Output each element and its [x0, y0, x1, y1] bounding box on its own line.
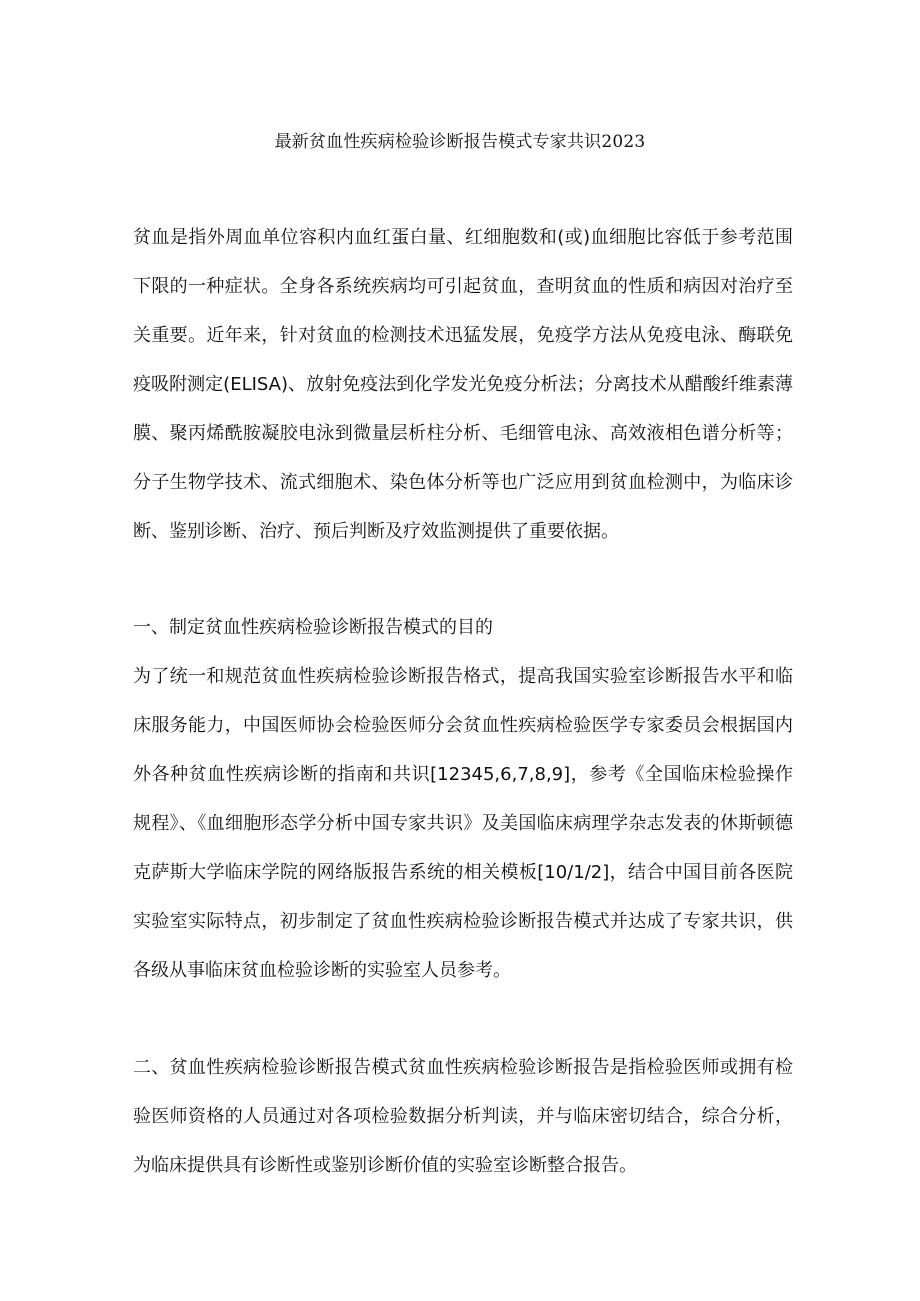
section-1-paragraph: 为了统一和规范贫血性疾病检验诊断报告格式，提高我国实验室诊断报告水平和临床服务能力，中国医师协会检验医师分会贫血性疾病检验医学专家委员会根据国内外各种贫血性疾病诊断的指南和共识[12345,6,7,8,9]，参考《全国临床检验操作规程》、《血细胞形态学分析中国专家共识》及美国临床病理学杂志发表的休斯顿德克萨斯大学临床学院的网络版报告系统的相关模板[10/1/2]，结合中国目前各医院实验室实际特点，初步制定了贫血性疾病检验诊断报告模式并达成了专家共识，供各级从事临床贫血检验诊断的实验室人员参考。 [133, 666, 793, 981]
intro-paragraph: 贫血是指外周血单位容积内血红蛋白量、红细胞数和(或)血细胞比容低于参考范围下限的一种症状。全身各系统疾病均可引起贫血，查明贫血的性质和病因对治疗至关重要。近年来，针对贫血的检测技术迅猛发展，免疫学方法从免疫电泳、酶联免疫吸附测定(ELISA)、放射免疫法到化学发光免疫分析法；分离技术从醋酸纤维素薄膜、聚丙烯酰胺凝胶电泳到微量层析柱分析、毛细管电泳、高效液相色谱分析等；分子生物学技术、流式细胞术、染色体分析等也广泛应用到贫血检测中，为临床诊断、鉴别诊断、治疗、预后判断及疗效监测提供了重要依据。 [133, 227, 793, 542]
section-2-paragraph: 二、贫血性疾病检验诊断报告模式贫血性疾病检验诊断报告是指检验医师或拥有检验医师资格的人员通过对各项检验数据分析判读，并与临床密切结合，综合分析，为临床提供具有诊断性或鉴别诊断价值的实验室诊断整合报告。 [133, 1057, 793, 1176]
section-1-heading: 一、制定贫血性疾病检验诊断报告模式的目的 [133, 617, 493, 638]
document-title: 最新贫血性疾病检验诊断报告模式专家共识2023 [274, 132, 646, 152]
